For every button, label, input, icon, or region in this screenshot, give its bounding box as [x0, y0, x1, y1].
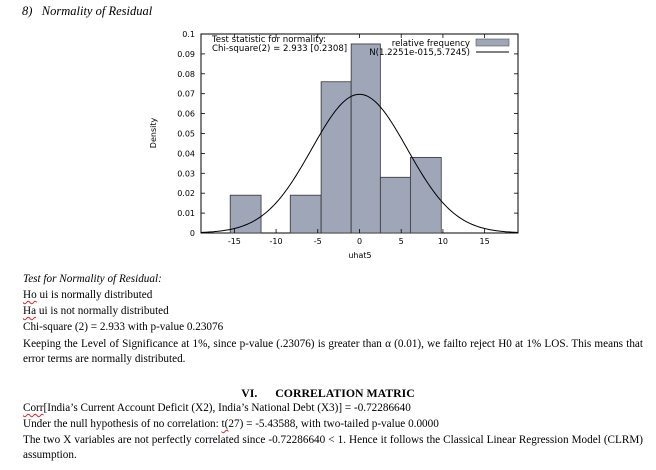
x-axis-label: uhat5 [348, 251, 372, 260]
corr-rest: [India’s Current Account Deficit (X2), India’s National Debt (X3)] = -0.72286640 [43, 402, 411, 414]
test-title: Test for Normality of Residual: [23, 273, 162, 285]
correlation-heading-number: VI. [241, 386, 258, 400]
correlation-heading [0, 386, 656, 401]
x-tick-label: -5 [313, 237, 322, 246]
histogram-bar-2 [290, 195, 321, 233]
histogram-bar-5 [380, 177, 410, 233]
legend-stat-line2: Chi-square(2) = 2.933 [0.2308] [212, 44, 348, 54]
null-hyp-pre: Under the null hypothesis of no correlation: [23, 418, 222, 430]
y-tick-label: 0.07 [177, 89, 195, 99]
legend-series1-swatch [476, 39, 509, 46]
histogram-bar-3 [321, 82, 351, 233]
y-tick-label: 0 [189, 229, 195, 238]
final-paragraph: The two X variables are not perfectly correlated since -0.72286640 < 1. Hence it follows the Classical Linear Regression Model (CLRM) assumption. [23, 434, 643, 461]
null-hyp-post: 27) = -5.43588, with two-tailed p-value 0.0000 [228, 418, 439, 430]
x-tick-label: -15 [227, 237, 241, 246]
y-axis-label: Density [149, 117, 158, 149]
chi-line: Chi-square (2) = 2.933 with p-value 0.23076 [23, 321, 224, 333]
histogram-bar-4 [351, 44, 380, 233]
x-tick-label: 10 [437, 237, 449, 246]
y-tick-label: 0.04 [177, 149, 195, 159]
h0-text: ui is normally distributed [36, 289, 153, 301]
y-tick-label: 0.02 [177, 189, 195, 199]
y-tick-label: 0.01 [177, 209, 195, 219]
ha-line [23, 304, 169, 319]
ha-label: Ha [23, 305, 37, 317]
x-tick-label: 15 [479, 237, 490, 246]
y-tick-label: 0.06 [177, 109, 195, 119]
legend-stat-line1: Test statistic for normality: [212, 35, 326, 45]
corr-line [23, 401, 411, 416]
legend-series2-label: N(1.2251e-015,5.7245) [369, 48, 470, 58]
section-heading: 8) Normality of Residual [22, 4, 153, 18]
legend-series1-label: relative frequency [391, 39, 470, 49]
x-tick-label: -10 [269, 237, 283, 246]
h0-line [23, 288, 152, 303]
x-tick-label: 5 [398, 237, 404, 246]
null-hyp-t: t( [221, 418, 229, 430]
y-tick-label: 0.09 [177, 49, 195, 59]
conclusion-paragraph: Keeping the Level of Significance at 1%, since p-value (.23076) is greater than α (0.01), we failto reject H0 at 1% LOS. This means that error terms are normally distributed. [23, 338, 643, 365]
corr-word: Corr [23, 402, 44, 414]
correlation-heading-title: CORRELATION MATRIC [275, 386, 415, 400]
ha-text: ui is not normally distributed [36, 305, 169, 317]
histogram-bar-1 [230, 195, 261, 233]
h0-label: Ho [23, 289, 37, 301]
y-tick-label: 0.05 [177, 129, 195, 139]
x-tick-label: 0 [356, 237, 363, 246]
null-hypothesis-line [23, 417, 439, 432]
y-tick-label: 0.1 [182, 30, 195, 39]
y-tick-label: 0.08 [177, 69, 195, 79]
y-tick-label: 0.03 [177, 169, 195, 179]
